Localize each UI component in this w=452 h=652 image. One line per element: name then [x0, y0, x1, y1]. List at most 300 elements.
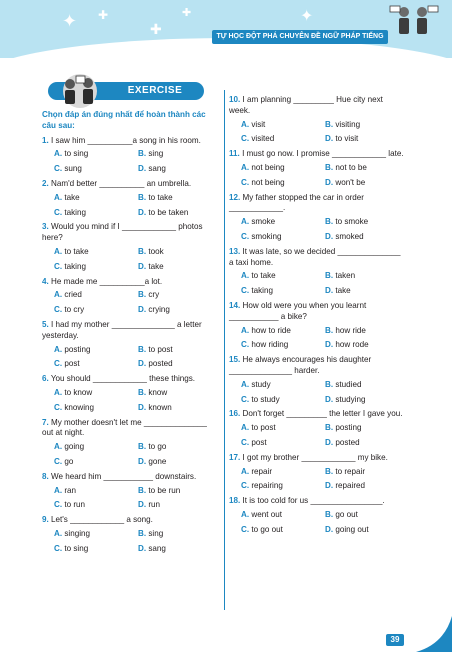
answer-options — [229, 217, 405, 243]
option-letter: C. — [241, 286, 250, 296]
answer-option — [325, 134, 409, 145]
question-number: 2. — [42, 178, 49, 188]
answer-option — [54, 305, 138, 316]
option-letter: C. — [241, 394, 250, 404]
option-letter: B. — [138, 442, 147, 452]
option-letter: A. — [241, 466, 250, 476]
option-letter: A. — [54, 387, 63, 397]
option-text: taking — [64, 207, 86, 217]
option-text: to post — [148, 344, 173, 354]
option-text: take — [148, 261, 164, 271]
answer-option — [138, 208, 222, 219]
option-text: smoke — [251, 217, 276, 227]
question-number: 10. — [229, 95, 241, 104]
option-letter: D. — [138, 359, 147, 369]
question-item — [42, 515, 218, 554]
answer-option — [241, 467, 325, 478]
question-text — [42, 374, 218, 385]
question-item — [229, 193, 405, 243]
answer-option — [325, 510, 409, 521]
option-text: not to be — [335, 162, 367, 172]
answer-option — [325, 481, 409, 492]
option-text: sang — [148, 164, 166, 174]
option-text: to take — [64, 246, 89, 256]
answer-option — [54, 500, 138, 511]
option-letter: D. — [325, 177, 334, 187]
option-text: visit — [251, 119, 266, 129]
book-title: TỰ HỌC ĐỘT PHÁ CHUYÊN ĐỀ NGỮ PHÁP TIẾNG ANH — [212, 30, 388, 44]
question-prompt: Let's ____________ a song. — [51, 515, 153, 525]
question-prompt: He made me __________a lot. — [51, 276, 163, 286]
answer-option — [325, 395, 409, 406]
answer-options — [42, 345, 218, 371]
answer-option — [241, 232, 325, 243]
question-text — [42, 472, 218, 483]
answer-options — [42, 529, 218, 555]
answer-option — [54, 193, 138, 204]
option-letter: B. — [138, 246, 147, 256]
question-number: 12. — [229, 192, 241, 202]
option-letter: C. — [241, 481, 250, 491]
answer-options — [42, 149, 218, 175]
answer-options — [229, 120, 405, 146]
option-letter: B. — [325, 509, 334, 519]
option-text: taking — [64, 261, 86, 271]
option-text: studied — [335, 379, 362, 389]
question-text — [229, 355, 405, 377]
answer-options — [229, 423, 405, 449]
answer-option — [138, 388, 222, 399]
option-text: repair — [251, 466, 273, 476]
answer-option — [54, 149, 138, 160]
question-number: 15. — [229, 355, 241, 365]
option-text: cry — [148, 290, 160, 300]
option-text: how ride — [335, 325, 366, 335]
option-letter: B. — [325, 217, 334, 227]
answer-options — [42, 290, 218, 316]
option-text: not being — [251, 162, 285, 172]
question-text — [42, 277, 218, 288]
answer-options — [229, 510, 405, 536]
option-text: sing — [148, 528, 164, 538]
section-title: EXERCISE — [127, 85, 183, 96]
option-letter: A. — [241, 217, 250, 227]
question-item — [229, 496, 405, 535]
option-letter: D. — [325, 340, 334, 350]
question-prompt: I got my brother ____________ my bike. — [242, 452, 388, 462]
option-text: studying — [335, 394, 366, 404]
option-letter: A. — [241, 325, 250, 335]
question-number: 17. — [229, 452, 241, 462]
question-item — [229, 149, 405, 188]
option-text: know — [148, 387, 168, 397]
option-letter: C. — [54, 500, 63, 510]
answer-option — [325, 340, 409, 351]
option-text: sang — [148, 543, 166, 553]
answer-option — [54, 457, 138, 468]
answer-option — [325, 326, 409, 337]
answer-option — [325, 438, 409, 449]
option-text: to be run — [148, 485, 181, 495]
option-text: to go out — [251, 524, 283, 534]
answer-option — [54, 529, 138, 540]
option-text: singing — [64, 528, 90, 538]
option-letter: D. — [325, 134, 334, 144]
answer-option — [54, 262, 138, 273]
answer-option — [241, 525, 325, 536]
right-column — [229, 95, 405, 540]
answer-option — [325, 423, 409, 434]
option-text: to sing — [64, 149, 89, 159]
students-illustration-icon — [382, 2, 444, 42]
question-item — [229, 355, 405, 405]
option-text: posting — [335, 423, 362, 433]
option-letter: D. — [325, 231, 334, 241]
answer-option — [325, 120, 409, 131]
question-item — [42, 277, 218, 316]
option-letter: C. — [241, 524, 250, 534]
answer-option — [54, 544, 138, 555]
option-letter: A. — [54, 442, 63, 452]
option-text: how rode — [335, 340, 369, 350]
option-text: not being — [251, 177, 285, 187]
answer-option — [138, 345, 222, 356]
corner-decoration — [416, 616, 452, 652]
answer-option — [54, 290, 138, 301]
answer-option — [241, 134, 325, 145]
option-letter: A. — [241, 119, 250, 129]
question-number: 9. — [42, 515, 49, 525]
answer-options — [42, 486, 218, 512]
answer-option — [138, 442, 222, 453]
question-text — [42, 136, 218, 147]
option-text: to take — [251, 271, 276, 281]
answer-option — [138, 486, 222, 497]
question-prompt: He always encourages his daughter ______________ harder. — [229, 355, 372, 375]
question-prompt: It was late, so we decided ______________ a taxi home. — [229, 246, 401, 267]
option-text: how riding — [251, 340, 289, 350]
option-text: won't be — [335, 177, 366, 187]
option-text: to visit — [335, 134, 359, 144]
question-number: 18. — [229, 496, 241, 506]
question-prompt: I had my mother ______________ a letter yesterday. — [42, 319, 202, 340]
option-letter: B. — [325, 162, 334, 172]
answer-option — [54, 359, 138, 370]
answer-option — [138, 164, 222, 175]
answer-option — [54, 403, 138, 414]
question-number: 1. — [42, 135, 49, 145]
question-item — [42, 418, 218, 468]
option-letter: A. — [241, 379, 250, 389]
answer-options — [229, 163, 405, 189]
question-text — [229, 453, 405, 464]
option-text: knowing — [64, 402, 95, 412]
question-prompt: I am planning _________ Hue city next week. — [229, 95, 383, 115]
answer-option — [325, 178, 409, 189]
option-letter: D. — [325, 394, 334, 404]
answer-option — [241, 326, 325, 337]
option-text: posted — [335, 437, 360, 447]
answer-option — [241, 217, 325, 228]
option-letter: A. — [54, 246, 63, 256]
instruction-text: Chọn đáp án đúng nhất để hoàn thành các câu sau: — [42, 110, 206, 130]
question-number: 7. — [42, 417, 49, 427]
question-number: 16. — [229, 409, 241, 419]
option-letter: D. — [138, 305, 147, 315]
option-letter: B. — [138, 192, 147, 202]
option-text: study — [251, 379, 271, 389]
option-text: smoked — [335, 231, 364, 241]
question-item — [42, 320, 218, 370]
question-number: 13. — [229, 246, 241, 256]
option-letter: D. — [325, 524, 334, 534]
option-letter: D. — [138, 402, 147, 412]
question-text — [229, 496, 405, 507]
option-letter: A. — [54, 528, 63, 538]
answer-option — [241, 340, 325, 351]
page-number: 39 — [386, 634, 404, 646]
option-text: crying — [148, 305, 170, 315]
question-prompt: Would you mind if I ____________ photos here? — [42, 222, 203, 243]
question-number: 8. — [42, 471, 49, 481]
option-letter: D. — [325, 481, 334, 491]
option-letter: B. — [138, 290, 147, 300]
option-text: to cry — [64, 305, 85, 315]
answer-option — [241, 423, 325, 434]
option-text: to take — [148, 192, 173, 202]
option-text: repairing — [251, 481, 283, 491]
answer-option — [241, 120, 325, 131]
option-text: to run — [64, 500, 86, 510]
answer-option — [325, 271, 409, 282]
option-text: going out — [335, 524, 369, 534]
option-text: how to ride — [251, 325, 291, 335]
answer-option — [325, 380, 409, 391]
answer-option — [138, 500, 222, 511]
option-letter: B. — [325, 423, 334, 433]
answer-option — [241, 481, 325, 492]
question-text — [42, 320, 218, 342]
answer-option — [54, 164, 138, 175]
option-letter: A. — [241, 423, 250, 433]
answer-options — [42, 442, 218, 468]
option-letter: A. — [241, 271, 250, 281]
answer-options — [229, 271, 405, 297]
plus-icon: ✚ — [150, 21, 162, 37]
option-text: ran — [64, 485, 77, 495]
option-letter: B. — [325, 325, 334, 335]
option-letter: C. — [54, 207, 63, 217]
question-number: 3. — [42, 222, 49, 232]
answer-option — [54, 486, 138, 497]
option-letter: B. — [138, 485, 147, 495]
answer-option — [54, 388, 138, 399]
sparkle-icon: ✦ — [62, 11, 78, 31]
question-prompt: It is too cold for us ________________. — [242, 496, 385, 506]
answer-option — [54, 208, 138, 219]
option-letter: A. — [241, 509, 250, 519]
answer-option — [241, 395, 325, 406]
answer-options — [229, 326, 405, 352]
question-number: 11. — [229, 149, 240, 159]
option-text: went out — [251, 509, 282, 519]
answer-option — [54, 247, 138, 258]
option-letter: B. — [325, 379, 334, 389]
option-text: to go — [148, 442, 167, 452]
question-text — [42, 222, 218, 244]
question-prompt: My father stopped the car in order ____________. — [229, 192, 364, 213]
question-item — [42, 472, 218, 511]
option-letter: D. — [138, 164, 147, 174]
option-letter: A. — [241, 162, 250, 172]
answer-options — [42, 388, 218, 414]
sparkle-icon: ✦ — [300, 8, 314, 25]
option-text: take — [64, 192, 80, 202]
option-letter: A. — [54, 290, 63, 300]
option-text: cried — [64, 290, 82, 300]
page-header — [0, 0, 452, 58]
option-letter: B. — [138, 149, 147, 159]
option-letter: C. — [241, 231, 250, 241]
question-prompt: You should ____________ these things. — [50, 374, 196, 384]
answer-option — [241, 380, 325, 391]
question-prompt: My mother doesn't let me ______________ out at night. — [42, 417, 207, 438]
plus-icon: ✚ — [98, 8, 109, 22]
answer-option — [138, 457, 222, 468]
option-letter: C. — [241, 177, 250, 187]
question-item — [42, 136, 218, 175]
answer-options — [42, 193, 218, 219]
option-text: go out — [335, 509, 358, 519]
exercise-section-header — [48, 72, 204, 110]
question-text — [229, 247, 405, 269]
option-text: gone — [148, 456, 167, 466]
option-letter: A. — [54, 485, 63, 495]
answer-option — [325, 163, 409, 174]
option-letter: C. — [54, 359, 63, 369]
question-item — [42, 222, 218, 272]
option-letter: B. — [325, 119, 334, 129]
question-prompt: How old were you when you learnt ___________ a bike? — [229, 300, 367, 321]
option-letter: D. — [138, 500, 147, 510]
option-text: visiting — [335, 119, 361, 129]
option-letter: D. — [325, 437, 334, 447]
option-letter: C. — [241, 340, 250, 350]
option-letter: C. — [54, 543, 63, 553]
answer-option — [325, 232, 409, 243]
option-letter: B. — [138, 528, 147, 538]
question-text — [42, 179, 218, 190]
question-item — [42, 179, 218, 218]
answer-option — [325, 525, 409, 536]
option-text: repaired — [335, 481, 366, 491]
answer-option — [241, 286, 325, 297]
answer-option — [138, 247, 222, 258]
option-text: to study — [251, 394, 280, 404]
option-text: known — [148, 402, 172, 412]
option-letter: C. — [54, 456, 63, 466]
option-text: take — [335, 286, 351, 296]
option-letter: B. — [138, 387, 147, 397]
option-text: to know — [64, 387, 93, 397]
answer-option — [138, 262, 222, 273]
option-text: posting — [64, 344, 91, 354]
option-letter: D. — [138, 543, 147, 553]
option-letter: B. — [325, 466, 334, 476]
answer-option — [138, 305, 222, 316]
question-prompt: We heard him ___________ downstairs. — [51, 471, 197, 481]
answer-option — [325, 467, 409, 478]
option-text: post — [251, 437, 267, 447]
option-letter: C. — [241, 437, 250, 447]
option-text: post — [64, 359, 80, 369]
option-text: taken — [335, 271, 356, 281]
answer-option — [138, 403, 222, 414]
answer-option — [138, 290, 222, 301]
left-column — [42, 110, 218, 559]
answer-option — [138, 544, 222, 555]
option-letter: C. — [54, 261, 63, 271]
option-text: go — [64, 456, 74, 466]
option-text: visited — [251, 134, 275, 144]
column-divider — [224, 90, 225, 610]
question-number: 14. — [229, 300, 241, 310]
option-text: smoking — [251, 231, 282, 241]
question-item — [42, 374, 218, 413]
option-letter: C. — [54, 164, 63, 174]
option-letter: D. — [325, 286, 334, 296]
answer-option — [138, 193, 222, 204]
option-text: to repair — [335, 466, 366, 476]
question-item — [229, 301, 405, 351]
option-letter: C. — [54, 305, 63, 315]
question-item — [229, 247, 405, 297]
option-text: to post — [251, 423, 276, 433]
option-letter: C. — [241, 134, 250, 144]
question-number: 5. — [42, 319, 49, 329]
question-text — [229, 95, 405, 117]
option-text: to smoke — [335, 217, 369, 227]
answer-options — [42, 247, 218, 273]
question-text — [42, 515, 218, 526]
option-text: to be taken — [148, 207, 189, 217]
option-text: sung — [64, 164, 82, 174]
answer-option — [241, 438, 325, 449]
answer-options — [229, 467, 405, 493]
option-text: run — [148, 500, 161, 510]
question-prompt: Nam'd better __________ an umbrella. — [51, 178, 192, 188]
question-prompt: I saw him __________a song in his room. — [51, 135, 201, 145]
question-prompt: I must go now. I promise ____________ late. — [242, 149, 404, 159]
option-letter: B. — [325, 271, 334, 281]
question-text — [229, 301, 405, 323]
question-prompt: Don't forget _________ the letter I gave you. — [242, 409, 403, 419]
option-letter: C. — [54, 402, 63, 412]
answer-option — [241, 163, 325, 174]
option-text: to sing — [64, 543, 89, 553]
answer-option — [241, 178, 325, 189]
option-letter: D. — [138, 207, 147, 217]
option-text: took — [148, 246, 164, 256]
question-text — [229, 409, 405, 420]
question-number: 6. — [42, 374, 49, 384]
answer-options — [229, 380, 405, 406]
answer-option — [325, 217, 409, 228]
answer-option — [54, 345, 138, 356]
answer-option — [138, 529, 222, 540]
answer-option — [138, 359, 222, 370]
question-text — [229, 193, 405, 215]
